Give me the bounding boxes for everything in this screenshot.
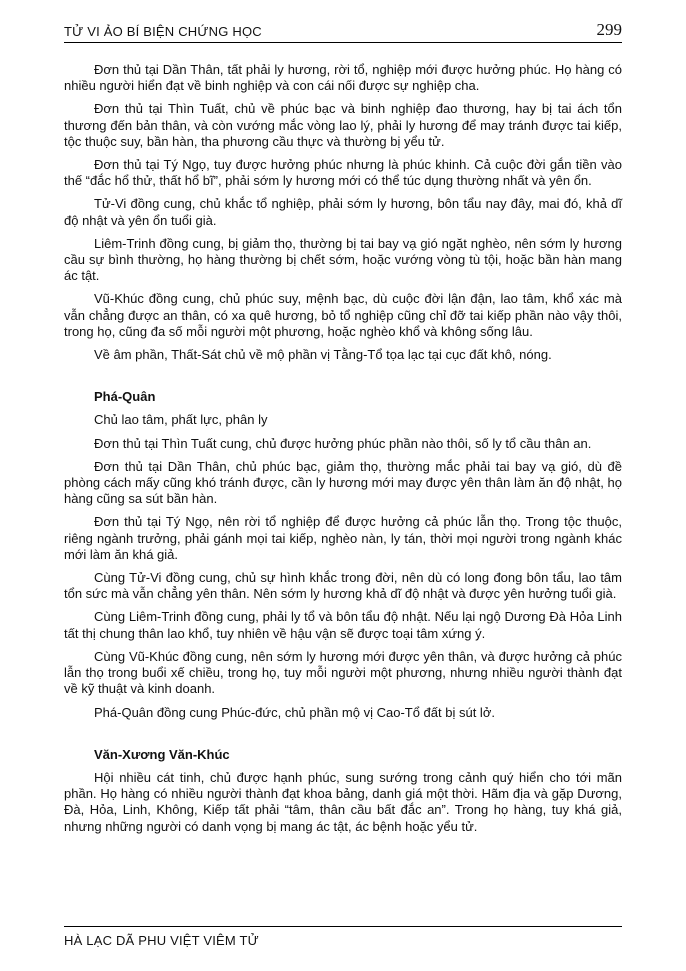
paragraph: Đơn thủ tại Tý Ngọ, tuy được hưởng phúc nhưng là phúc khinh. Cả cuộc đời gắn tiền vào thế “đắc hổ thử, thất hổ bĩ”, phải sớm ly hương mới có thể túc dụng thường nhất và yên ổn. bbox=[64, 157, 622, 189]
paragraph: Liêm-Trinh đồng cung, bị giảm thọ, thường bị tai bay vạ gió ngặt nghèo, nên sớm ly hương cầu sự bình thường, họ hàng thường bị chết sớm, hoặc vướng vòng tù tội, hoặc bần hàn mang ác tật. bbox=[64, 235, 622, 284]
paragraph: Tử-Vi đồng cung, chủ khắc tổ nghiệp, phải sớm ly hương, bôn tẩu nay đây, mai đó, khả dĩ độ nhật và yên ổn tuổi già. bbox=[64, 196, 622, 228]
paragraph: Đơn thủ tại Thìn Tuất cung, chủ được hưởng phúc phần nào thôi, số ly tổ cầu thân an. bbox=[94, 435, 592, 451]
section-heading-van-xuong: Văn-Xương Văn-Khúc bbox=[94, 746, 230, 762]
section-heading-pha-quan: Phá-Quân bbox=[94, 389, 156, 405]
paragraph: Đơn thủ tại Dần Thân, tất phải ly hương, rời tổ, nghiệp mới được hưởng phúc. Họ hàng có nhiều người hiển đạt về binh nghiệp và con cái nối được sự nghiệp cha. bbox=[64, 62, 622, 94]
paragraph: Vũ-Khúc đồng cung, chủ phúc suy, mệnh bạc, dù cuộc đời lận đận, lao tâm, khổ xác mà vẫn chẳng được an thân, có xa quê hương, bỏ tổ nghiệp cũng chỉ đỡ tai kiếp phần nào vậy thôi, trong họ, cũng đa số mỗi người một phương, hoặc nghèo khổ và không sống lâu. bbox=[64, 291, 622, 339]
running-title: TỬ VI ẢO BÍ BIỆN CHỨNG HỌC bbox=[64, 24, 262, 39]
paragraph: Cùng Tử-Vi đồng cung, chủ sự hình khắc trong đời, nên dù có long đong bôn tẩu, lao tâm tổn sức mà vẫn chẳng yên thân. Nên sớm ly hương khả dĩ độ nhật và được yên hưởng tuổi già. bbox=[64, 570, 622, 602]
paragraph: Cùng Liêm-Trinh đồng cung, phải ly tổ và bôn tẩu độ nhật. Nếu lại ngộ Dương Đà Hỏa Linh tất thị chung thân lao khổ, tuy nhiên về hậu vận sẽ được toại tâm xứng ý. bbox=[64, 609, 622, 641]
page-number: 299 bbox=[596, 20, 622, 39]
paragraph: Hội nhiều cát tinh, chủ được hạnh phúc, sung sướng trong cảnh quý hiển cho tới mãn phần. Họ hàng có nhiều người thành đạt khoa bảng, danh giá một thời. Hãm địa và gặp Dương, Đà, Hỏa, Linh, Không, Kiếp tất phải “tâm, thân cầu bất đắc an”. Trong họ hàng, tuy khá giả, nhưng những người có danh vọng bị mang ác tật, ác bệnh hoặc yểu tử. bbox=[64, 769, 622, 834]
paragraph: Về âm phần, Thất-Sát chủ về mộ phần vị Tằng-Tổ tọa lạc tại cục đất khô, nóng. bbox=[94, 347, 552, 363]
paragraph: Đơn thủ tại Thìn Tuất, chủ về phúc bạc và binh nghiệp đao thương, hay bị tai ách tổn thương đến bản thân, và còn vướng mắc vòng lao lý, phải ly hương để may tránh được tai kiếp, tộc thuộc suy, bần hàn, tha phương cầu thực và thường bị yểu tử. bbox=[64, 101, 622, 149]
footer-author: HÀ LẠC DÃ PHU VIỆT VIÊM TỬ bbox=[64, 933, 259, 948]
paragraph: Chủ lao tâm, phất lực, phân ly bbox=[94, 412, 268, 428]
paragraph: Đơn thủ tại Tý Ngọ, nên rời tổ nghiệp để được hưởng cả phúc lẫn thọ. Trong tộc thuộc, riêng ngành trưởng, phải gánh mọi tai kiếp, nghèo nàn, ly tán, thời mọi người trong ngành khác mới làm ăn khá giả. bbox=[64, 514, 622, 562]
page-header bbox=[64, 22, 622, 43]
page-body bbox=[64, 62, 622, 842]
paragraph: Cùng Vũ-Khúc đồng cung, nên sớm ly hương mới được yên thân, và được hưởng cả phúc lẫn thọ trong buổi xế chiều, trong họ, tuy mỗi người một phương, nhưng nhiều người thành đạt về kỹ thuật và kinh doanh. bbox=[64, 648, 622, 697]
paragraph: Phá-Quân đồng cung Phúc-đức, chủ phần mộ vị Cao-Tổ đất bị sút lở. bbox=[94, 704, 495, 720]
page-footer bbox=[64, 926, 622, 948]
paragraph: Đơn thủ tại Dần Thân, chủ phúc bạc, giảm thọ, thường mắc phải tai bay vạ gió, dù đề phòng cách mấy cũng khó tránh được, cần ly hương mới may được yên thân làm ăn độ nhật, họ hàng cũng sa sút bần hàn. bbox=[64, 458, 622, 507]
